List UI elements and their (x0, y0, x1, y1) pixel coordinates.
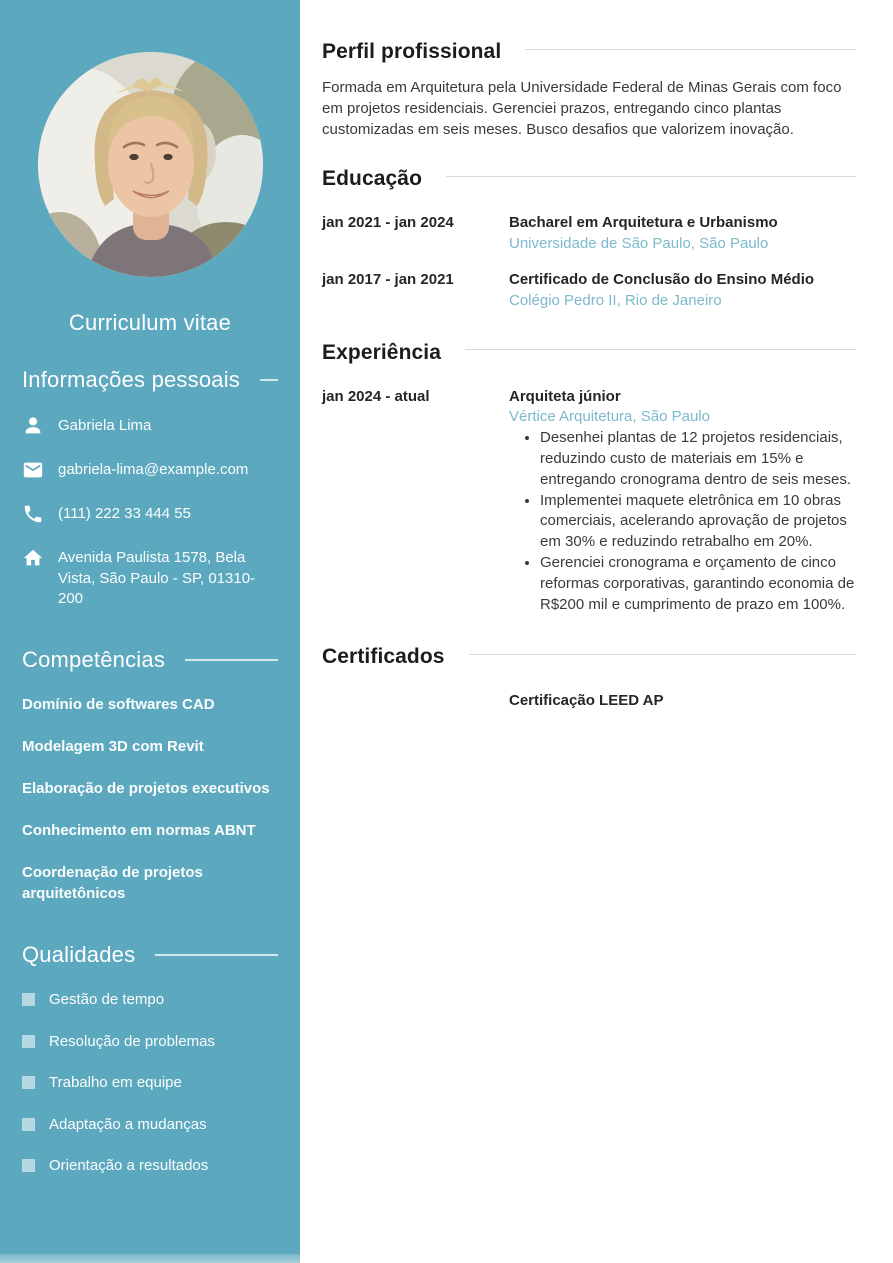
entry-title: Bacharel em Arquitetura e Urbanismo (509, 214, 778, 232)
sidebar (0, 0, 300, 1263)
portrait-illustration (38, 52, 263, 277)
experience-heading-label: Experiência (322, 340, 441, 364)
experience-bullet: • Desenhei plantas de 12 projetos residenciais, reduzindo custo de materiais em 15% e entregando cronograma dentro de seis meses. (540, 428, 856, 490)
education-heading (322, 167, 856, 191)
experience-bullet: • Implementei maquete eletrônica em 10 obras comerciais, acelerando aprovação de projetos em 30% e reduzindo retrabalho em 20%. (540, 491, 856, 553)
competencia-item: Coordenação de projetos arquitetônicos (22, 863, 203, 902)
page-edge-strip (0, 1254, 300, 1263)
entry-body (509, 213, 856, 255)
education-entry (322, 213, 856, 255)
heading-rule (446, 176, 856, 177)
qualidades-section (22, 942, 278, 1176)
education-entry (322, 270, 856, 312)
main-content (322, 0, 856, 712)
profile-photo (38, 52, 263, 277)
heading-rule (185, 659, 278, 661)
entry-institution: Colégio Pedro II, Rio de Janeiro (509, 291, 722, 309)
competencia-item: Conhecimento em normas ABNT (22, 821, 256, 839)
heading-rule (465, 349, 856, 350)
entry-body (509, 387, 856, 616)
heading-rule (469, 654, 856, 655)
entry-company: Vértice Arquitetura, São Paulo (509, 408, 710, 426)
square-bullet-icon (22, 993, 35, 1006)
education-heading-label: Educação (322, 167, 423, 191)
personal-info-item-address (22, 548, 278, 610)
certificate-title: Certificação LEED AP (509, 692, 664, 710)
competencia-item: Elaboração de projetos executivos (22, 779, 270, 797)
competencias-heading (22, 647, 278, 673)
entry-period-empty (322, 691, 509, 712)
experience-section (322, 341, 856, 616)
entry-title: Certificado de Conclusão do Ensino Médio (509, 270, 815, 288)
personal-info-value: Gabriela Lima (58, 417, 152, 434)
competencia-item: Modelagem 3D com Revit (22, 737, 204, 755)
profile-heading-label: Perfil profissional (322, 40, 502, 63)
personal-info-item-phone (22, 504, 278, 525)
qualidades-heading (22, 942, 278, 968)
mail-icon (22, 459, 44, 481)
experience-entry (322, 387, 856, 616)
certificate-entry (322, 691, 856, 712)
qualidade-item (22, 1073, 278, 1092)
qualidades-heading-label: Qualidades (22, 941, 136, 967)
certificates-heading (322, 645, 856, 669)
qualidade-label: Gestão de tempo (49, 991, 165, 1008)
qualidade-item (22, 1115, 278, 1134)
entry-title: Arquiteta júnior (509, 387, 621, 405)
square-bullet-icon (22, 1159, 35, 1172)
square-bullet-icon (22, 1035, 35, 1048)
competencia-item: Domínio de softwares CAD (22, 695, 215, 713)
qualidade-label: Orientação a resultados (49, 1157, 209, 1174)
entry-body (509, 270, 856, 312)
profile-section (322, 40, 856, 140)
experience-bullet: • Gerenciei cronograma e orçamento de cinco reformas corporativas, garantindo economia de R$200 mil e cumprimento de prazo em 100%. (540, 553, 856, 615)
qualidade-item (22, 1032, 278, 1051)
competencias-section (22, 647, 278, 904)
profile-heading (322, 40, 856, 64)
entry-period: jan 2017 - jan 2021 (322, 270, 454, 288)
personal-info-heading-label: Informações pessoais (22, 367, 240, 392)
education-section (322, 167, 856, 311)
competencias-heading-label: Competências (22, 646, 166, 672)
qualidade-label: Adaptação a mudanças (49, 1115, 207, 1133)
heading-rule (260, 379, 278, 381)
square-bullet-icon (22, 1118, 35, 1131)
qualidade-item (22, 990, 278, 1009)
heading-rule (155, 954, 278, 956)
personal-info-item-email (22, 460, 278, 481)
certificates-heading-label: Certificados (322, 645, 445, 669)
phone-icon (22, 503, 44, 525)
personal-info-value: (111) 222 33 444 55 (58, 505, 191, 522)
personal-info-item-name (22, 416, 278, 437)
square-bullet-icon (22, 1076, 35, 1089)
entry-period: jan 2021 - jan 2024 (322, 214, 454, 232)
entry-institution: Universidade de São Paulo, São Paulo (509, 235, 769, 253)
experience-bullet-list (509, 428, 856, 615)
entry-period: jan 2024 - atual (322, 387, 430, 405)
cv-title: Curriculum vitae (68, 310, 232, 335)
entry-body (509, 691, 856, 712)
qualidade-item (22, 1156, 278, 1175)
profile-text: Formada em Arquitetura pela Universidade Federal de Minas Gerais com foco em projetos residenciais. Gerenciei prazos, entregando cinco plantas customizadas em seis meses. Busco desafios que valorizem inovação. (322, 79, 842, 138)
home-icon (22, 547, 44, 569)
heading-rule (525, 49, 856, 50)
qualidade-label: Trabalho em equipe (49, 1074, 182, 1091)
personal-info-section (22, 367, 278, 610)
personal-info-value: gabriela-lima@example.com (58, 461, 249, 478)
user-icon (22, 415, 44, 437)
experience-heading (322, 341, 856, 365)
qualidade-label: Resolução de problemas (49, 1032, 215, 1050)
personal-info-heading (22, 367, 278, 393)
personal-info-value: Avenida Paulista 1578, Bela Vista, São Paulo - SP, 01310-200 (58, 549, 256, 607)
certificates-section (322, 645, 856, 712)
